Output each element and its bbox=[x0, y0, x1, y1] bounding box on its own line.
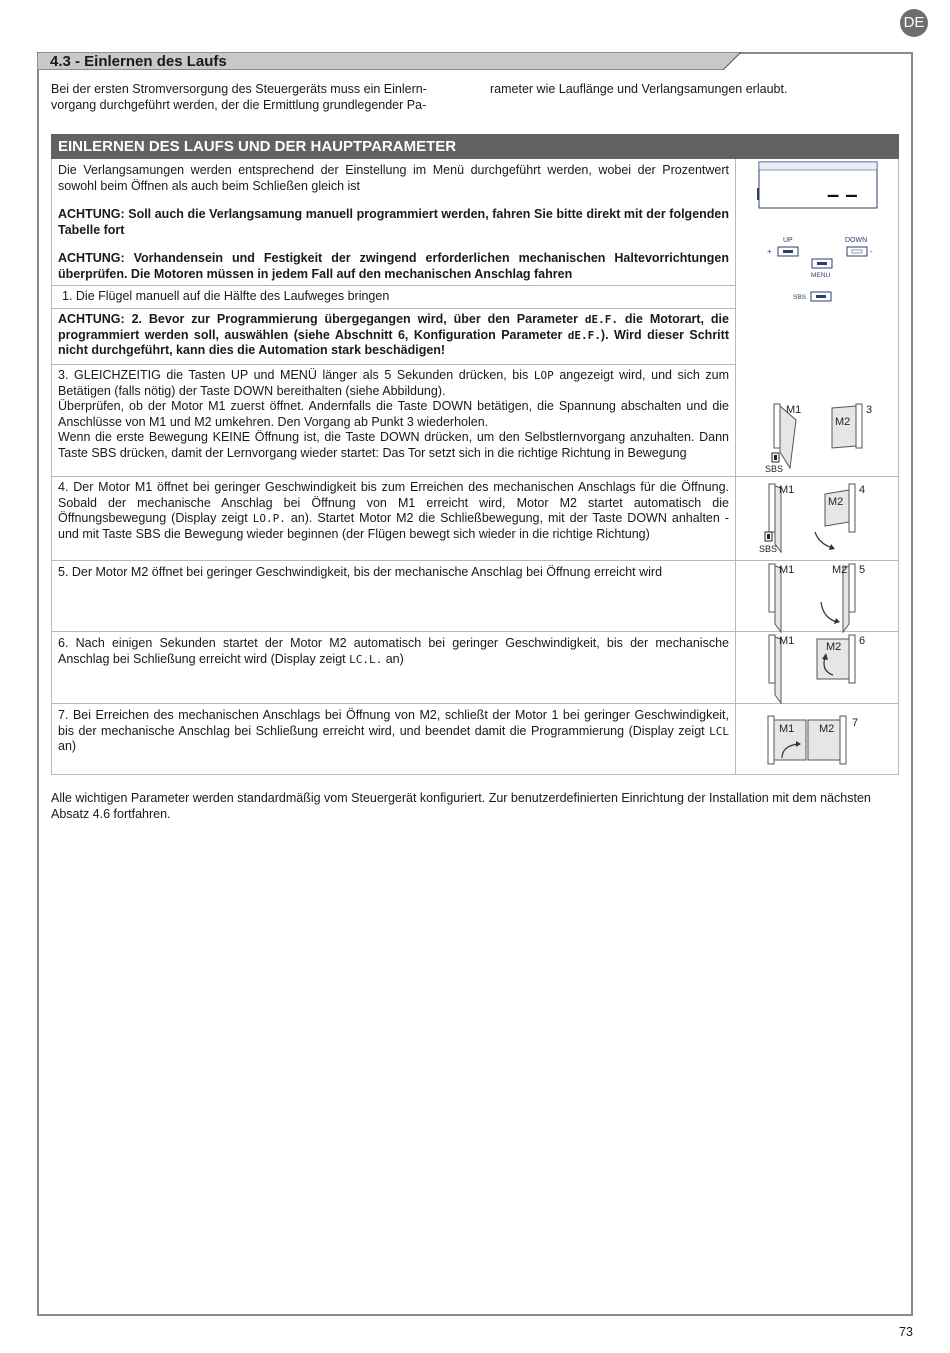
step-number-4: 4 bbox=[859, 484, 866, 496]
row-divider bbox=[51, 308, 736, 309]
text-span: die Motorart, die programmiert werden soll, auswählen (siehe Abschnitt 6, Konfiguration Parameter bbox=[58, 312, 729, 342]
intro-column-1 bbox=[51, 81, 471, 113]
slowdown-note: Die Verlangsamungen werden entsprechend der Einstellung im Menü durchgeführt werden, wobei der Prozentwert sowohl beim Öffnen als auch beim Schließen gleich ist bbox=[58, 163, 729, 193]
intro-line: Bei der ersten Stromversorgung des Steuergeräts muss ein Einlern- bbox=[51, 82, 427, 96]
m1-label: M1 bbox=[779, 635, 795, 647]
text-span: ACHTUNG: 2. Bevor zur Programmierung übergegangen wird, über den Parameter bbox=[58, 312, 585, 326]
language-badge: DE bbox=[900, 9, 928, 37]
step-number-5: 5 bbox=[859, 564, 866, 576]
gate-figure-step-7 bbox=[760, 710, 890, 777]
m1-label: M1 bbox=[779, 723, 795, 735]
text-span: an). Startet Motor M2 die Schließbewegung, mit der Taste DOWN anhalten - und mit Taste SBS die Bewegung wieder beginnen (der Flügen bewegt sich wieder in die richtige Richtung) bbox=[58, 511, 729, 541]
step-3 bbox=[58, 368, 729, 461]
display-param: LO.P. bbox=[252, 512, 286, 525]
gate-figure-step-5 bbox=[757, 562, 887, 639]
text-span: 7. Bei Erreichen des mechanischen Anschlags bei Öffnung von M2, schließt der Motor 1 bei geringer Geschwindigkeit, bis der mechanische Anschlag bei Schließung erreicht wird, und beendet damit die Programmierung (Display zeigt bbox=[58, 708, 729, 738]
display-param: LOP bbox=[533, 369, 554, 382]
step-number-7: 7 bbox=[852, 717, 859, 729]
gate-figure-step-3 bbox=[760, 398, 890, 481]
text-span: 6. Nach einigen Sekunden startet der Motor M2 automatisch bei geringer Geschwindigkeit, bis der mechanische Anschlag bei Schließung erreicht wird (Display zeigt bbox=[58, 636, 729, 666]
gate-figure-step-6 bbox=[757, 633, 887, 710]
section-title: 4.3 - Einlernen des Laufs bbox=[50, 53, 227, 70]
step-7 bbox=[58, 708, 729, 755]
text-span: an) bbox=[58, 739, 77, 753]
display-param: LCL bbox=[709, 724, 729, 738]
page-number: 73 bbox=[899, 1325, 913, 1339]
m2-label: M2 bbox=[832, 564, 848, 576]
up-label: UP bbox=[783, 237, 793, 244]
row-divider bbox=[51, 285, 736, 286]
control-panel-figure bbox=[755, 160, 885, 310]
display-param: LC.L. bbox=[349, 652, 383, 666]
row-intro-cell bbox=[58, 163, 729, 282]
display-param: dE.F. bbox=[567, 328, 601, 342]
text-span: Überprüfen, ob der Motor M1 zuerst öffnet. Andernfalls die Taste DOWN betätigen, die Spannung abschalten und die Anschlüsse von M1 und M2 umkehren. Den Vorgang ab Punkt 3 wiederholen. bbox=[58, 399, 729, 429]
text-span: Wenn die erste Bewegung KEINE Öffnung ist, die Taste DOWN drücken, um den Selbstlernvorgang anzuhalten. Dann Taste SBS drücken, damit der Lernvorgang wieder startet: Das Tor setzt sich in die richtige Richtung in Bewegung bbox=[58, 430, 729, 460]
plus-label: + bbox=[767, 247, 772, 256]
warning-manual-slowdown: ACHTUNG: Soll auch die Verlangsamung manuell programmiert werden, fahren Sie bitte direkt mit der folgenden Tabelle fort bbox=[58, 207, 729, 237]
step-1: 1. Die Flügel manuell auf die Hälfte des Laufweges bringen bbox=[62, 289, 390, 303]
m1-label: M1 bbox=[779, 484, 795, 496]
down-label: DOWN bbox=[845, 237, 868, 244]
warning-mechanical-stops: ACHTUNG: Vorhandensein und Festigkeit der zwingend erforderlichen mechanischen Haltevorrichtungen überprüfen. Die Motoren müssen in jedem Fall auf den mechanischen Anschlag fahren bbox=[58, 251, 729, 281]
step-number-3: 3 bbox=[866, 404, 873, 416]
column-divider bbox=[735, 159, 736, 775]
step-2-warning bbox=[58, 312, 729, 359]
menu-label: MENU bbox=[811, 272, 831, 279]
minus-label: - bbox=[870, 247, 873, 256]
intro-line: vorgang durchgeführt werden, der die Ermittlung grundlegender Pa- bbox=[51, 98, 427, 112]
text-span: ). Wird dieser Schritt nicht durchgeführt, kann dies die Automation stark beschädigen! bbox=[58, 327, 729, 357]
sbs-panel-label: SBS bbox=[793, 294, 807, 301]
text-span: 4. Der Motor M1 öffnet bei geringer Geschwindigkeit bis zum Erreichen des mechanischen Anschlags für die Öffnung. Sobald der mechanische Anschlag bei Öffnung von M1 erreicht wird, Motor M2 startet automatisch die Öffnungsbewegung (Display zeigt bbox=[58, 480, 729, 525]
table-header: EINLERNEN DES LAUFS UND DER HAUPTPARAMETER bbox=[51, 134, 899, 159]
text-span: an) bbox=[382, 651, 404, 666]
step-6 bbox=[58, 636, 729, 667]
m2-label: M2 bbox=[819, 723, 835, 735]
m2-label: M2 bbox=[828, 496, 844, 508]
row-divider bbox=[51, 364, 736, 365]
m2-label: M2 bbox=[826, 641, 842, 653]
intro-column-2: rameter wie Lauflänge und Verlangsamungen erlaubt. bbox=[490, 82, 788, 96]
text-span: angezeigt wird, und sich zum Betätigen (falls nötig) der Taste DOWN bereithalten (siehe Abbildung). bbox=[58, 368, 729, 398]
step-5: 5. Der Motor M2 öffnet bei geringer Geschwindigkeit, bis der mechanische Anschlag bei Öffnung erreicht wird bbox=[58, 565, 663, 579]
closing-paragraph: Alle wichtigen Parameter werden standardmäßig vom Steuergerät konfiguriert. Zur benutzerdefinierten Einrichtung der Installation mit dem nächsten Absatz 4.6 fortfahren. bbox=[51, 791, 871, 821]
step-number-6: 6 bbox=[859, 635, 866, 647]
display-param: dE.F. bbox=[584, 313, 618, 326]
sbs-label: SBS bbox=[765, 464, 784, 474]
m1-label: M1 bbox=[779, 564, 795, 576]
m2-label: M2 bbox=[835, 416, 851, 428]
text-span: 3. GLEICHZEITIG die Tasten UP und MENÜ länger als 5 Sekunden drücken, bis bbox=[58, 368, 534, 382]
sbs-label: SBS bbox=[759, 544, 778, 554]
panel-display: – – bbox=[827, 182, 858, 207]
m1-label: M1 bbox=[786, 404, 802, 416]
step-4 bbox=[58, 480, 729, 542]
gate-figure-step-4 bbox=[757, 480, 887, 563]
